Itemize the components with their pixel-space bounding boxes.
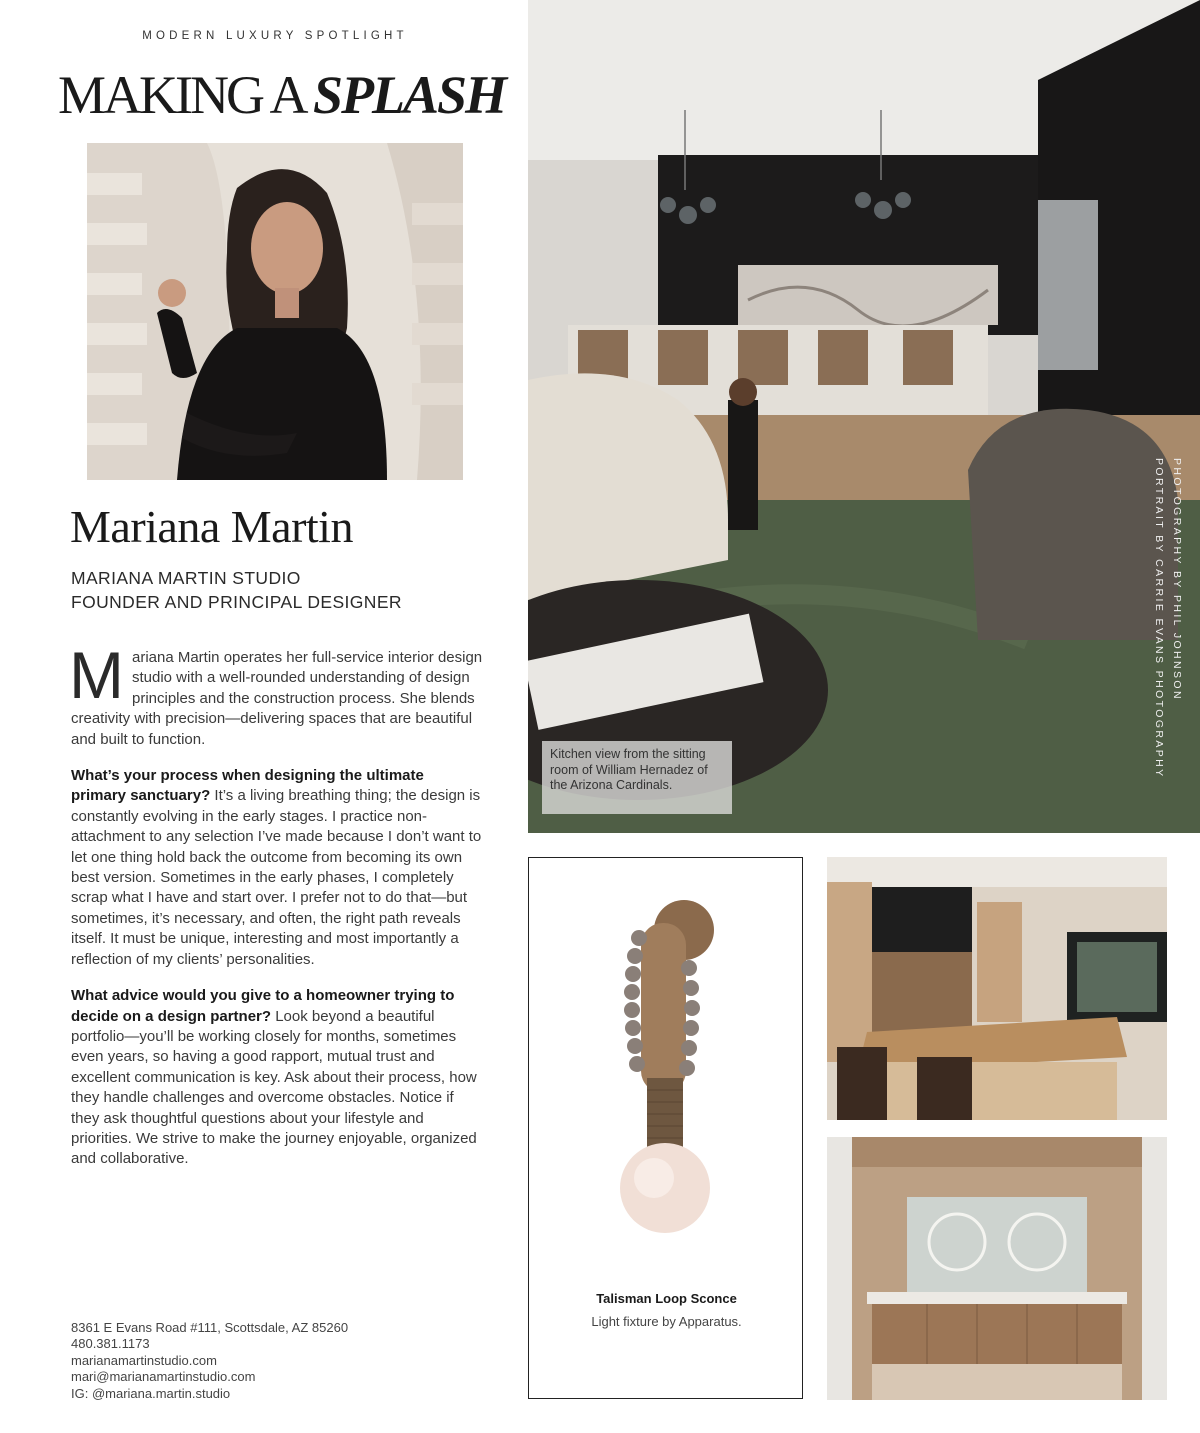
profile-title xyxy=(71,566,402,614)
intro-text: ariana Martin operates her full-service interior design studio with a well-rounded understanding of design principles and the construction process. She blends creativity with precision—delivering spaces that are beautiful and built to function. xyxy=(71,649,483,748)
contact-website[interactable]: marianamartinstudio.com xyxy=(71,1352,217,1368)
qa-paragraph-1 xyxy=(71,766,483,970)
headline-plain: MAKING A xyxy=(58,65,314,125)
sconce-image xyxy=(529,858,801,1278)
page-headline xyxy=(58,64,506,126)
studio-name: MARIANA MARTIN STUDIO xyxy=(71,568,301,588)
answer-1: It’s a living breathing thing; the design is constantly evolving in the early stages. I practice non-attachment to any selection I’ve made because I don’t want to let one thing hold back the outcome from becoming its own best version. Sometimes in the early phases, I completely scrap what I have and start over. I prefer not to do that—but sometimes, it’s necessary, and often, the right path reveals itself. It must be unique, interesting and most importantly a reflection of my clients’ personalities. xyxy=(71,787,482,968)
product-subtitle: Light fixture by Apparatus. xyxy=(591,1314,742,1329)
contact-phone[interactable]: 480.381.1173 xyxy=(71,1336,150,1352)
kitchen-caption: Kitchen view from the sitting room of William Hernadez of the Arizona Cardinals. xyxy=(542,741,732,814)
intro-paragraph xyxy=(69,638,483,750)
product-title: Talisman Loop Sconce xyxy=(596,1291,737,1306)
question-1: What’s your process when designing the ultimate primary sanctuary? xyxy=(71,767,424,805)
contact-address: 8361 E Evans Road #111, Scottsdale, AZ 85260 xyxy=(71,1320,349,1335)
role-title: FOUNDER AND PRINCIPAL DESIGNER xyxy=(71,592,402,612)
kitchen-detail-photo xyxy=(827,857,1167,1120)
answer-2: Look beyond a beautiful portfolio—you’ll be working closely for months, sometimes even years, so having a good rapport, mutual trust and excellent communication is key. Ask about their process, how they handle challenges and overcome obstacles. Notice if they ask thoughtful questions about your lifestyle and priorities. We strive to make the journey enjoyable, organized and collaborative. xyxy=(71,1007,477,1168)
qa-paragraph-2 xyxy=(71,986,483,1170)
portrait-photo xyxy=(87,143,463,480)
credit-photography: PHOTOGRAPHY BY PHIL JOHNSON xyxy=(1171,458,1183,701)
article-body xyxy=(69,638,483,1186)
section-kicker: MODERN LUXURY SPOTLIGHT xyxy=(142,30,408,42)
credit-portrait: PORTRAIT BY CARRIE EVANS PHOTOGRAPHY xyxy=(1153,458,1165,779)
profile-name: Mariana Martin xyxy=(70,501,353,552)
contact-block xyxy=(71,1320,348,1402)
kitchen-photo xyxy=(528,0,1200,833)
question-2: What advice would you give to a homeowner trying to decide on a design partner? xyxy=(71,987,455,1025)
drop-cap: M xyxy=(69,638,124,712)
photo-credit xyxy=(1151,458,1191,779)
product-card xyxy=(528,857,803,1399)
contact-instagram[interactable]: IG: @mariana.martin.studio xyxy=(71,1385,231,1401)
headline-italic: SPLASH xyxy=(313,65,506,125)
contact-email[interactable]: mari@marianamartinstudio.com xyxy=(71,1369,256,1385)
bathroom-photo xyxy=(827,1137,1167,1400)
